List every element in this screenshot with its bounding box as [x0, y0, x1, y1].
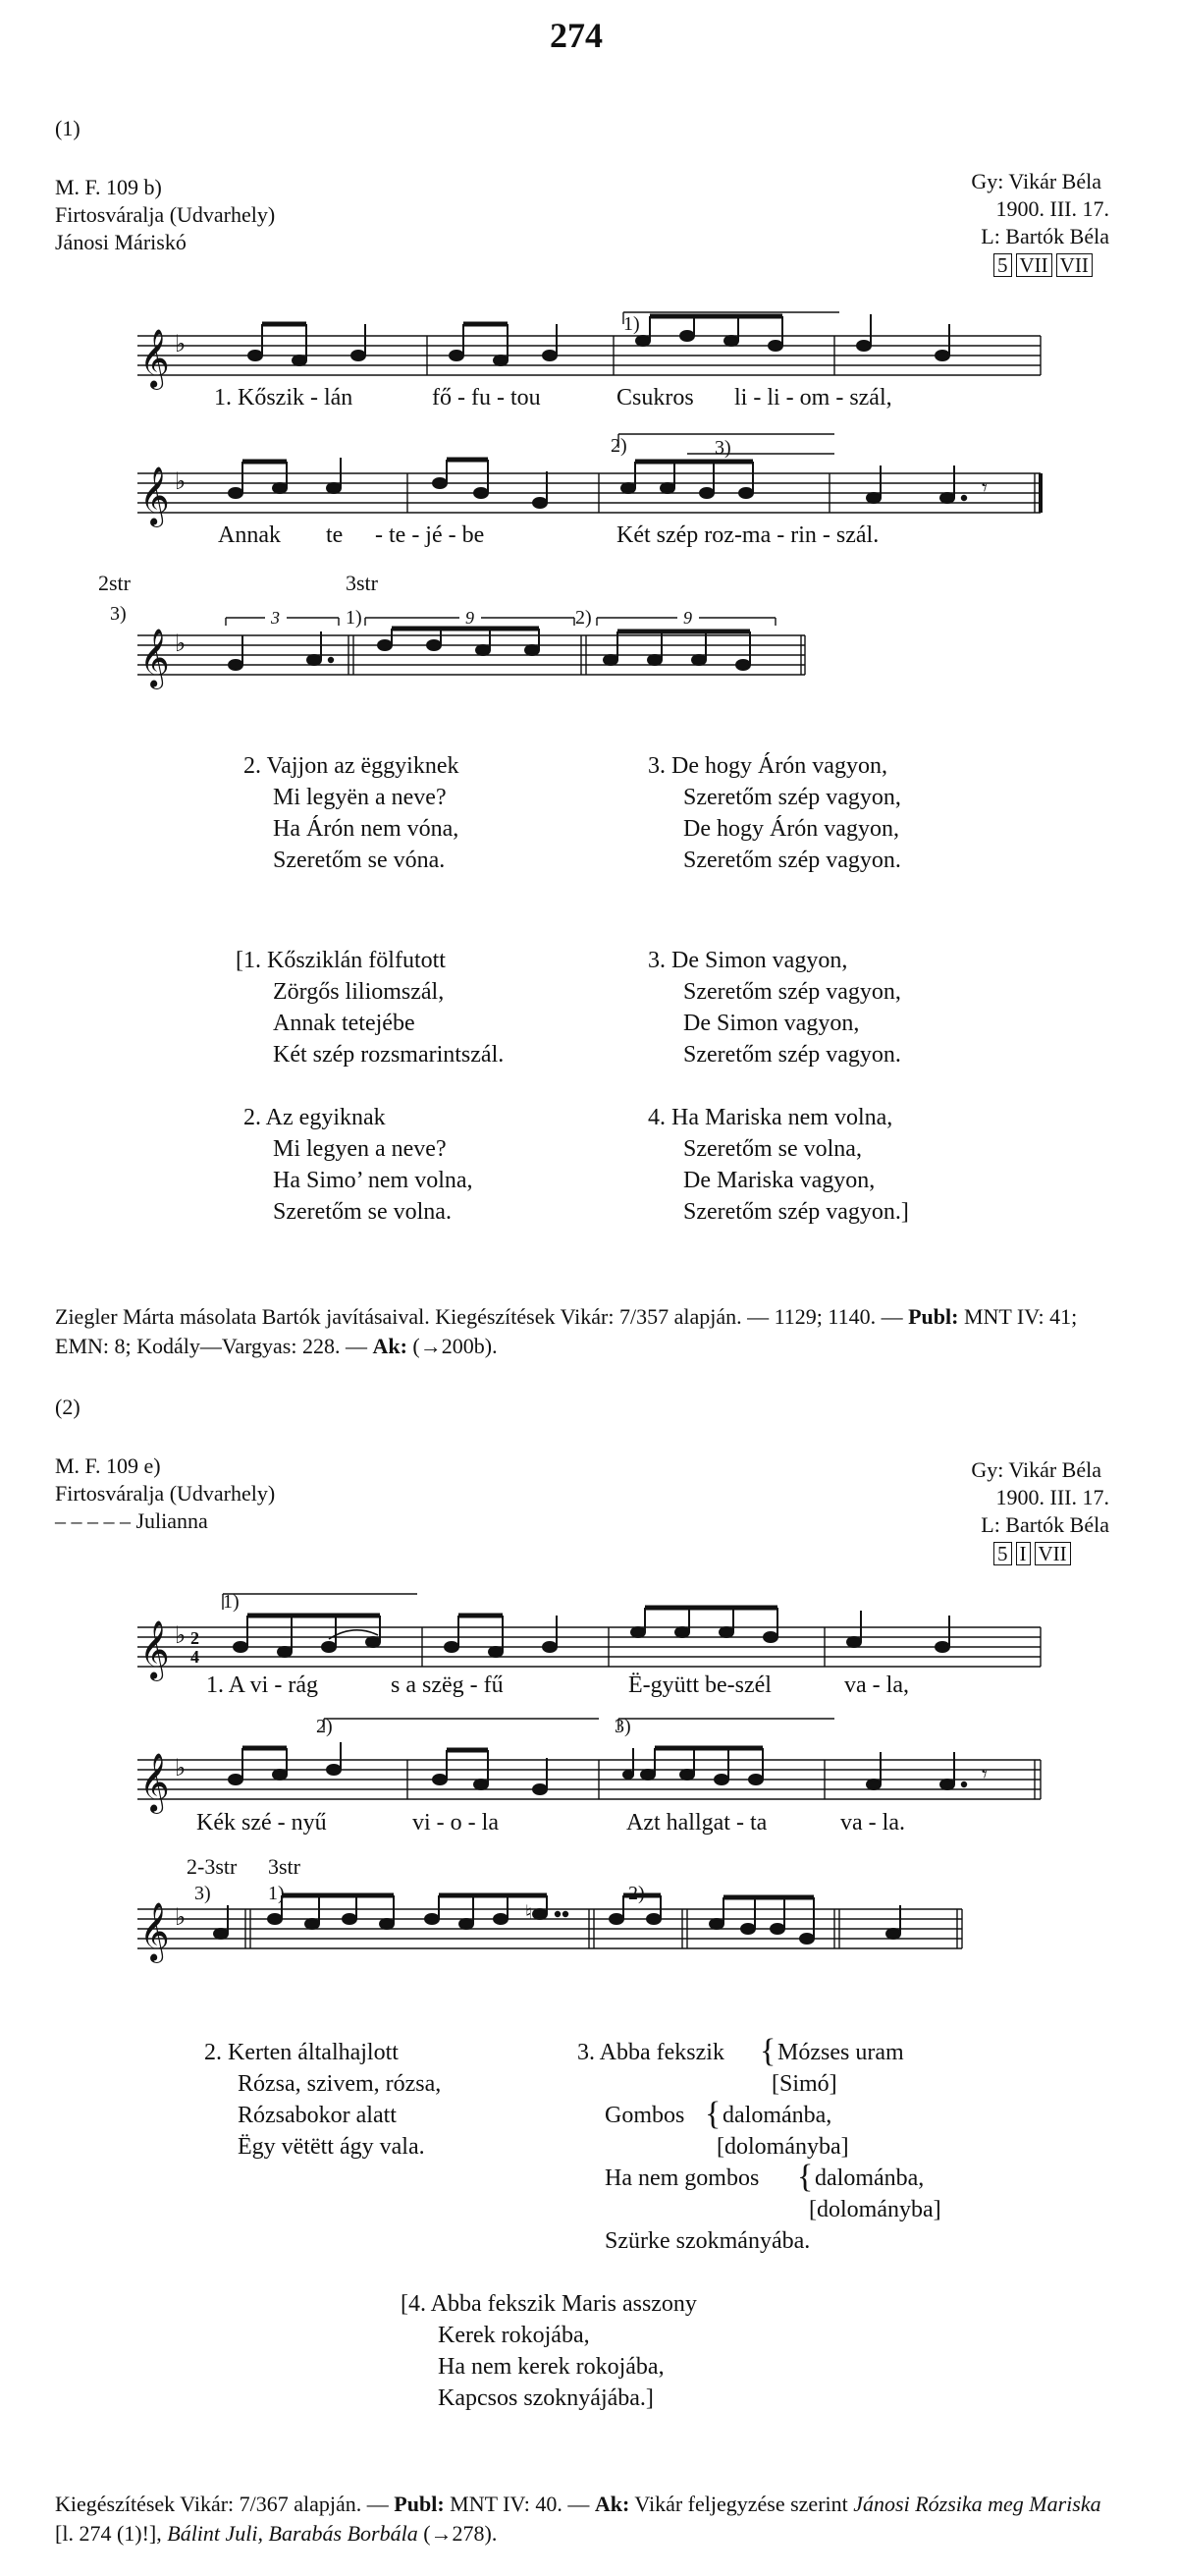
lyric: Ë-gyütt be-szél — [628, 1672, 772, 1698]
lyric: s a szëg - fű — [391, 1672, 504, 1698]
song2-verse-4: [4. Abba fekszik Maris asszony Kerek rokojába, Ha nem kerek rokojába, Kapcsos szoknyájába.] — [401, 2291, 697, 2411]
song1-class-boxes — [990, 253, 1093, 277]
svg-text:♭: ♭ — [175, 469, 187, 495]
brace-icon: { — [760, 2033, 776, 2069]
song1-alt-verse-4: 4. Ha Mariska nem volna, Szeretőm se volna, De Mariska vagyon, Szeretőm szép vagyon.] — [648, 1105, 909, 1225]
brace-icon: { — [705, 2096, 722, 2132]
song1-verse-2: 2. Vajjon az ëggyiknek Mi legyën a neve? Ha Árón nem vóna, Szeretőm se vóna. — [243, 753, 459, 873]
staff-mark: 2-3str — [187, 1854, 238, 1879]
lyric: 1. A vi - rág — [206, 1672, 318, 1698]
svg-text:𝄞: 𝄞 — [139, 630, 170, 686]
song2-staff-3 — [128, 1854, 972, 1966]
lyric: va - la, — [844, 1672, 909, 1698]
svg-text:♭: ♭ — [175, 631, 187, 657]
staff-mark: 1) — [346, 607, 362, 629]
lyric: Csukros — [616, 385, 694, 411]
lyric: vi - o - la — [412, 1810, 499, 1836]
svg-text:♭: ♭ — [175, 1905, 187, 1931]
lyric: Annak — [218, 522, 281, 548]
song2-editorial-note: Kiegészítések Vikár: 7/367 alapján. — Publ: MNT IV: 40. — Ak: Vikár feljegyzése szerint Jánosi Rózsika meg Mariska [l. 274 (1)!], Bálint Juli, Barabás Borbála (→278). — [55, 2492, 1101, 2546]
song2-class-boxes — [990, 1542, 1071, 1565]
staff-mark: 2) — [316, 1716, 333, 1737]
tuplet-mark: 9 — [683, 608, 692, 628]
class-box: 5 — [993, 1542, 1012, 1565]
staff-mark: 2str — [98, 571, 131, 595]
lyric: Azt hallgat - ta — [626, 1810, 768, 1836]
brace-icon: { — [797, 2159, 814, 2195]
lyric: - te - jé - be — [375, 522, 485, 548]
lyric: va - la. — [840, 1810, 905, 1836]
svg-text:𝄾: 𝄾 — [982, 1762, 988, 1786]
page-number: 274 — [550, 16, 603, 55]
song1-date: 1900. III. 17. — [995, 196, 1109, 221]
lyric: li - li - om - szál, — [734, 385, 892, 411]
svg-text:♭: ♭ — [175, 1756, 187, 1781]
song1-singer: Jánosi Máriskó — [55, 230, 187, 254]
lyric: Két szép roz-ma - rin - szál. — [616, 522, 880, 548]
svg-text:2: 2 — [190, 1628, 199, 1648]
lyric: fő - fu - tou — [432, 385, 541, 411]
staff-mark: 3) — [715, 437, 731, 459]
song1-transcriber: L: Bartók Béla — [981, 224, 1109, 248]
song2-catalog: M. F. 109 e) — [55, 1453, 161, 1478]
song1-verse-3: 3. De hogy Árón vagyon, Szeretőm szép vagyon, De hogy Árón vagyon, Szeretőm szép vagyon. — [648, 753, 901, 873]
song1-alt-verse-3: 3. De Simon vagyon, Szeretőm szép vagyon, De Simon vagyon, Szeretőm szép vagyon. — [648, 948, 901, 1068]
staff-mark: 2) — [611, 435, 627, 457]
lyric: 1. Kőszik - lán — [214, 385, 353, 411]
staff-mark: 1) — [623, 313, 640, 335]
staff-mark: 2) — [575, 607, 592, 629]
song2-transcriber: L: Bartók Béla — [981, 1512, 1109, 1537]
song2-place: Firtosváralja (Udvarhely) — [55, 1481, 276, 1506]
svg-text:𝄞: 𝄞 — [139, 468, 170, 524]
song2-date: 1900. III. 17. — [995, 1485, 1109, 1509]
song2-singer: – – – – – Julianna — [55, 1508, 208, 1533]
tuplet-mark: 3 — [271, 608, 280, 628]
song2-collector: Gy: Vikár Béla — [971, 1457, 1101, 1482]
svg-text:𝄞: 𝄞 — [139, 331, 170, 387]
svg-text:4: 4 — [190, 1647, 199, 1667]
song2-label: (2) — [55, 1395, 80, 1419]
song1-editorial-note: Ziegler Márta másolata Bartók javításaival. Kiegészítések Vikár: 7/357 alapján. — 1129; 1140. — Publ: MNT IV: 41; EMN: 8; Kodály—Vargyas: 228. — Ak: (→200b). — [55, 1304, 1078, 1358]
class-box: VII — [1035, 1542, 1071, 1565]
staff-mark: 3) — [110, 603, 127, 625]
song1-alt-verse-1: [1. Kősziklán fölfutott Zörgős liliomszál, Annak tetejébe Két szép rozsmarintszál. — [236, 948, 505, 1068]
svg-text:𝄾: 𝄾 — [982, 475, 988, 500]
song1-staff-3 — [98, 571, 815, 687]
tuplet-mark: 9 — [465, 608, 474, 628]
song1-catalog: M. F. 109 b) — [55, 175, 162, 199]
class-box: VII — [1056, 253, 1093, 277]
svg-text:𝄞: 𝄞 — [139, 1622, 170, 1678]
svg-text:𝄞: 𝄞 — [139, 1755, 170, 1811]
song1-place: Firtosváralja (Udvarhely) — [55, 202, 276, 227]
class-box: 5 — [993, 253, 1012, 277]
staff-mark: 3str — [346, 571, 378, 595]
staff-mark: 3) — [194, 1883, 211, 1904]
song1-collector: Gy: Vikár Béla — [971, 169, 1101, 193]
song1-label: (1) — [55, 116, 80, 140]
staff-mark: 3str — [268, 1854, 300, 1879]
staff-mark: 1) — [268, 1883, 285, 1904]
staff-mark: 1) — [223, 1591, 240, 1613]
song2-verse-2: 2. Kerten általhajlott Rózsa, szivem, rózsa, Rózsabokor alatt Ëgy vëtëtt ágy vala. — [204, 2040, 442, 2160]
class-box: I — [1016, 1542, 1031, 1565]
song2-staff-2 — [128, 1709, 1050, 1827]
lyric: te — [326, 522, 344, 548]
song1-alt-verse-2: 2. Az egyiknak Mi legyen a neve? Ha Simo’ nem volna, Szeretőm se volna. — [243, 1105, 473, 1225]
class-box: VII — [1016, 253, 1052, 277]
song2-verse-3: 3. Abba fekszik { Mózses uram [Simó] Gombos { dalománba, [dolományba] Ha nem gombos { dalománba, [dolományba] Szürke szokmányába. — [577, 2033, 941, 2254]
staff-mark: 2) — [628, 1883, 645, 1904]
svg-text:𝄞: 𝄞 — [139, 1904, 170, 1960]
lyric: Kék szé - nyű — [196, 1810, 327, 1836]
svg-text:♭: ♭ — [175, 332, 187, 357]
svg-text:♮: ♮ — [525, 1902, 533, 1924]
svg-text:♭: ♭ — [175, 1623, 187, 1649]
staff-mark: 3) — [615, 1716, 631, 1737]
